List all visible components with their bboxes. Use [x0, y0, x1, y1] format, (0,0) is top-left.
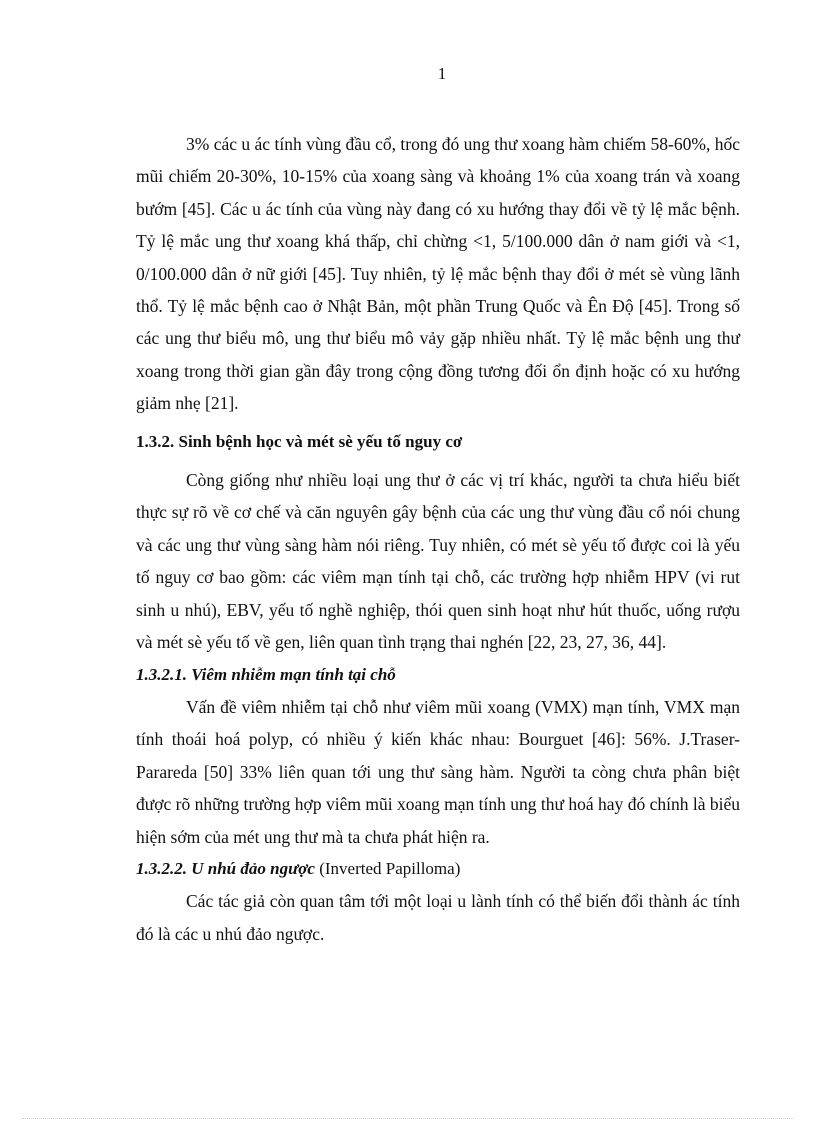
subsection-heading-1-3-2-2-suffix: (Inverted Papilloma) [319, 858, 461, 878]
subsection-heading-1-3-2-1: 1.3.2.1. Viêm nhiễm mạn tính tại chỗ [136, 664, 396, 684]
paragraph-pathogenesis: Còng giống như nhiều loại ung thư ở các vị trí khác, người ta chưa hiểu biết thực sự rõ về cơ chế và căn nguyên gây bệnh của các ung thư vùng đầu cổ nói chung và các ung thư vùng sàng hàm nói riêng. Tuy nhiên, có mét sè yếu tố được coi là yếu tố nguy cơ bao gồm: các viêm mạn tính tại chỗ, các trường hợp nhiễm HPV (vi rut sinh u nhú), EBV, yếu tố nghề nghiệp, thói quen sinh hoạt như hút thuốc, uống rượu và mét sè yếu tố về gen, liên quan tình trạng thai nghén [22, 23, 27, 36, 44]. [136, 470, 740, 653]
page-number: 1 [437, 64, 447, 83]
subsection-heading-1-3-2-2-title: 1.3.2.2. U nhú đảo ngược [136, 858, 315, 878]
subsection-heading-1-3-2-2 [136, 853, 740, 885]
document-body [136, 128, 740, 950]
paragraph-chronic-inflammation: Vấn đề viêm nhiễm tại chỗ như viêm mũi xoang (VMX) mạn tính, VMX mạn tính thoái hoá polyp, có nhiều ý kiến khác nhau: Bourguet [46]: 56%. J.Traser- Parareda [50] 33% liên quan tới ung thư sàng hàm. Người ta còng chưa phân biệt được rõ những trường hợp viêm mũi xoang mạn tính ung thư hoá hay đó chính là biểu hiện sớm của mét ung thư mà ta chưa phát hiện ra. [136, 696, 740, 847]
paragraph-inverted-papilloma: Các tác giả còn quan tâm tới một loại u lành tính có thể biến đổi thành ác tính đó là các u nhú đảo ngược. [136, 891, 740, 944]
page-bottom-divider [22, 1118, 794, 1119]
section-heading-1-3-2: 1.3.2. Sinh bệnh học và mét sè yếu tố nguy cơ [136, 431, 463, 451]
paragraph-incidence: 3% các u ác tính vùng đầu cổ, trong đó ung thư xoang hàm chiếm 58-60%, hốc mũi chiếm 20-30%, 10-15% của xoang sàng và khoảng 1% của xoang trán và xoang bướm [45]. Các u ác tính của vùng này đang có xu hướng thay đổi về tỷ lệ mắc bệnh. Tỷ lệ mắc ung thư xoang khá thấp, chỉ chừng <1, 5/100.000 dân ở nam giới và <1, 0/100.000 dân ở nữ giới [45]. Tuy nhiên, tỷ lệ mắc bệnh thay đổi ở mét sè vùng lãnh thổ. Tỷ lệ mắc bệnh cao ở Nhật Bản, một phần Trung Quốc và Ên Độ [45]. Trong số các ung thư biểu mô, ung thư biểu mô vảy gặp nhiều nhất. Tỷ lệ mắc bệnh ung thư xoang trong thời gian gần đây trong cộng đồng tương đối ổn định hoặc có xu hướng giảm nhẹ [21]. [136, 134, 740, 414]
